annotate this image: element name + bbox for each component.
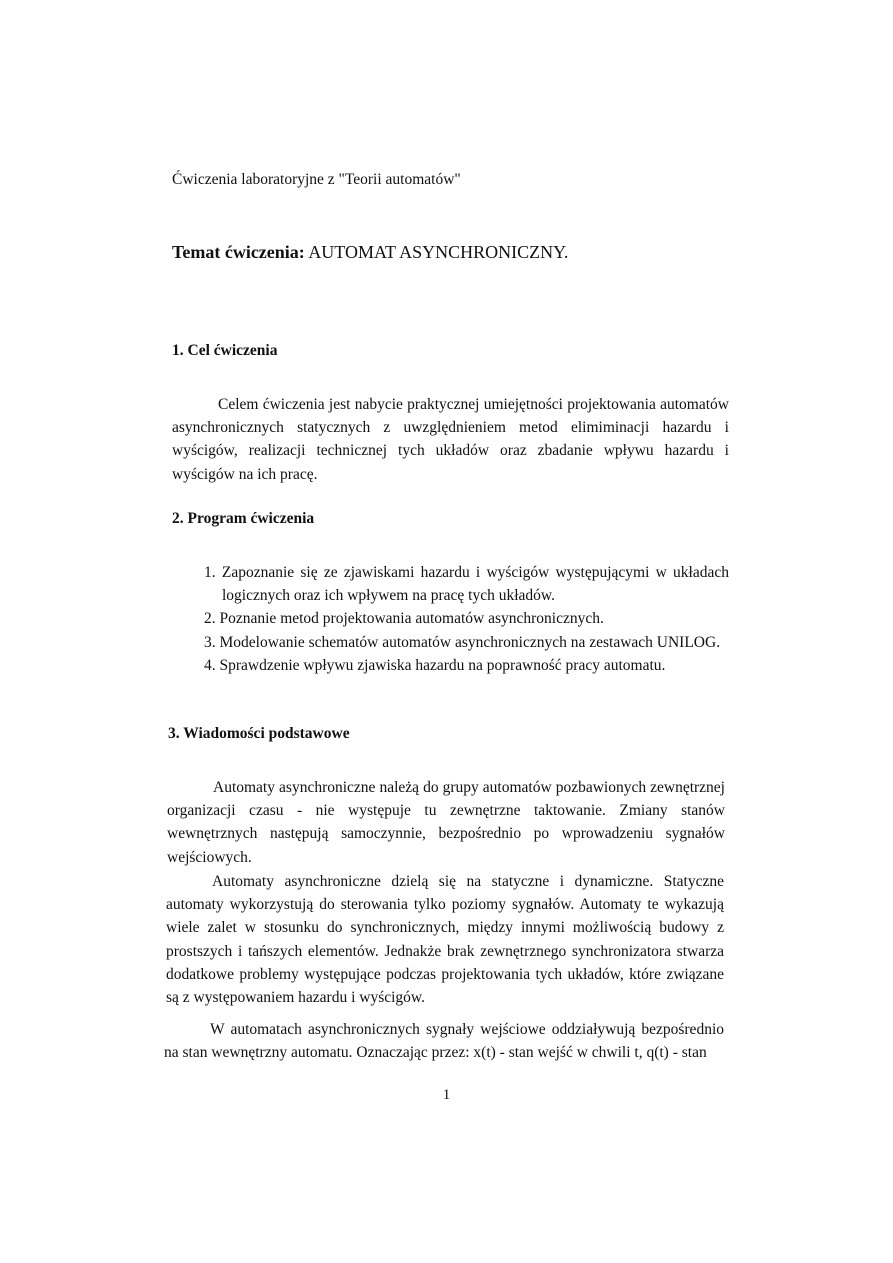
section-3-paragraph-1: Automaty asynchroniczne należą do grupy automatów pozbawionych zewnętrznej organizacji czasu - nie występuje tu zewnętrzne taktowanie. Zmiany stanów wewnętrznych następują samoczynnie, bezpośrednio po wprowadzeniu sygnałów wejściowych. — [167, 779, 725, 866]
section-1-paragraph: Celem ćwiczenia jest nabycie praktycznej umiejętności projektowania automatów asynchronicznych statycznych z uwzględnieniem metod elimiminacji hazardu i wyścigów, realizacji technicznej tych układów oraz zbadanie wpływu hazardu i wyścigów na ich pracę. — [172, 396, 729, 483]
topic-label: Temat ćwiczenia: — [172, 242, 305, 262]
section-3-heading: 3. Wiadomości podstawowe — [168, 725, 350, 742]
section-1-heading: 1. Cel ćwiczenia — [172, 342, 278, 359]
program-item-2: 2. Poznanie metod projektowania automatów asynchronicznych. — [204, 610, 604, 628]
document-header: Ćwiczenia laboratoryjne z "Teorii automatów" — [172, 171, 461, 188]
page-number: 1 — [442, 1087, 451, 1103]
section-3-paragraph-2: Automaty asynchroniczne dzielą się na statyczne i dynamiczne. Statyczne automaty wykorzystują do sterowania tylko poziomy sygnałów. Automaty te wykazują wiele zalet w stosunku do synchronicznych, między innymi możliwością budowy z prostszych i tańszych elementów. Jednakże brak zewnętrznego synchronizatora stwarza dodatkowe problemy występujące podczas projektowania tych układów, które związane są z występowaniem hazardu i wyścigów. — [166, 873, 724, 1007]
section-2-heading: 2. Program ćwiczenia — [172, 510, 315, 527]
topic-line — [172, 242, 568, 263]
topic-value: AUTOMAT ASYNCHRONICZNY. — [308, 242, 569, 262]
program-item-1: 1. Zapoznanie się ze zjawiskami hazardu i wyścigów występującymi w układach logicznych oraz ich wpływem na pracę tych układów. — [204, 564, 729, 605]
program-item-4: 4. Sprawdzenie wpływu zjawiska hazardu na poprawność pracy automatu. — [204, 656, 666, 674]
program-list — [204, 561, 729, 677]
program-item-3: 3. Modelowanie schematów automatów asynchronicznych na zestawach UNILOG. — [204, 633, 721, 651]
section-3-paragraph-3: W automatach asynchronicznych sygnały wejściowe oddziaływują bezpośrednio na stan wewnętrzny automatu. Oznaczając przez: x(t) - stan wejść w chwili t, q(t) - stan — [164, 1021, 724, 1062]
